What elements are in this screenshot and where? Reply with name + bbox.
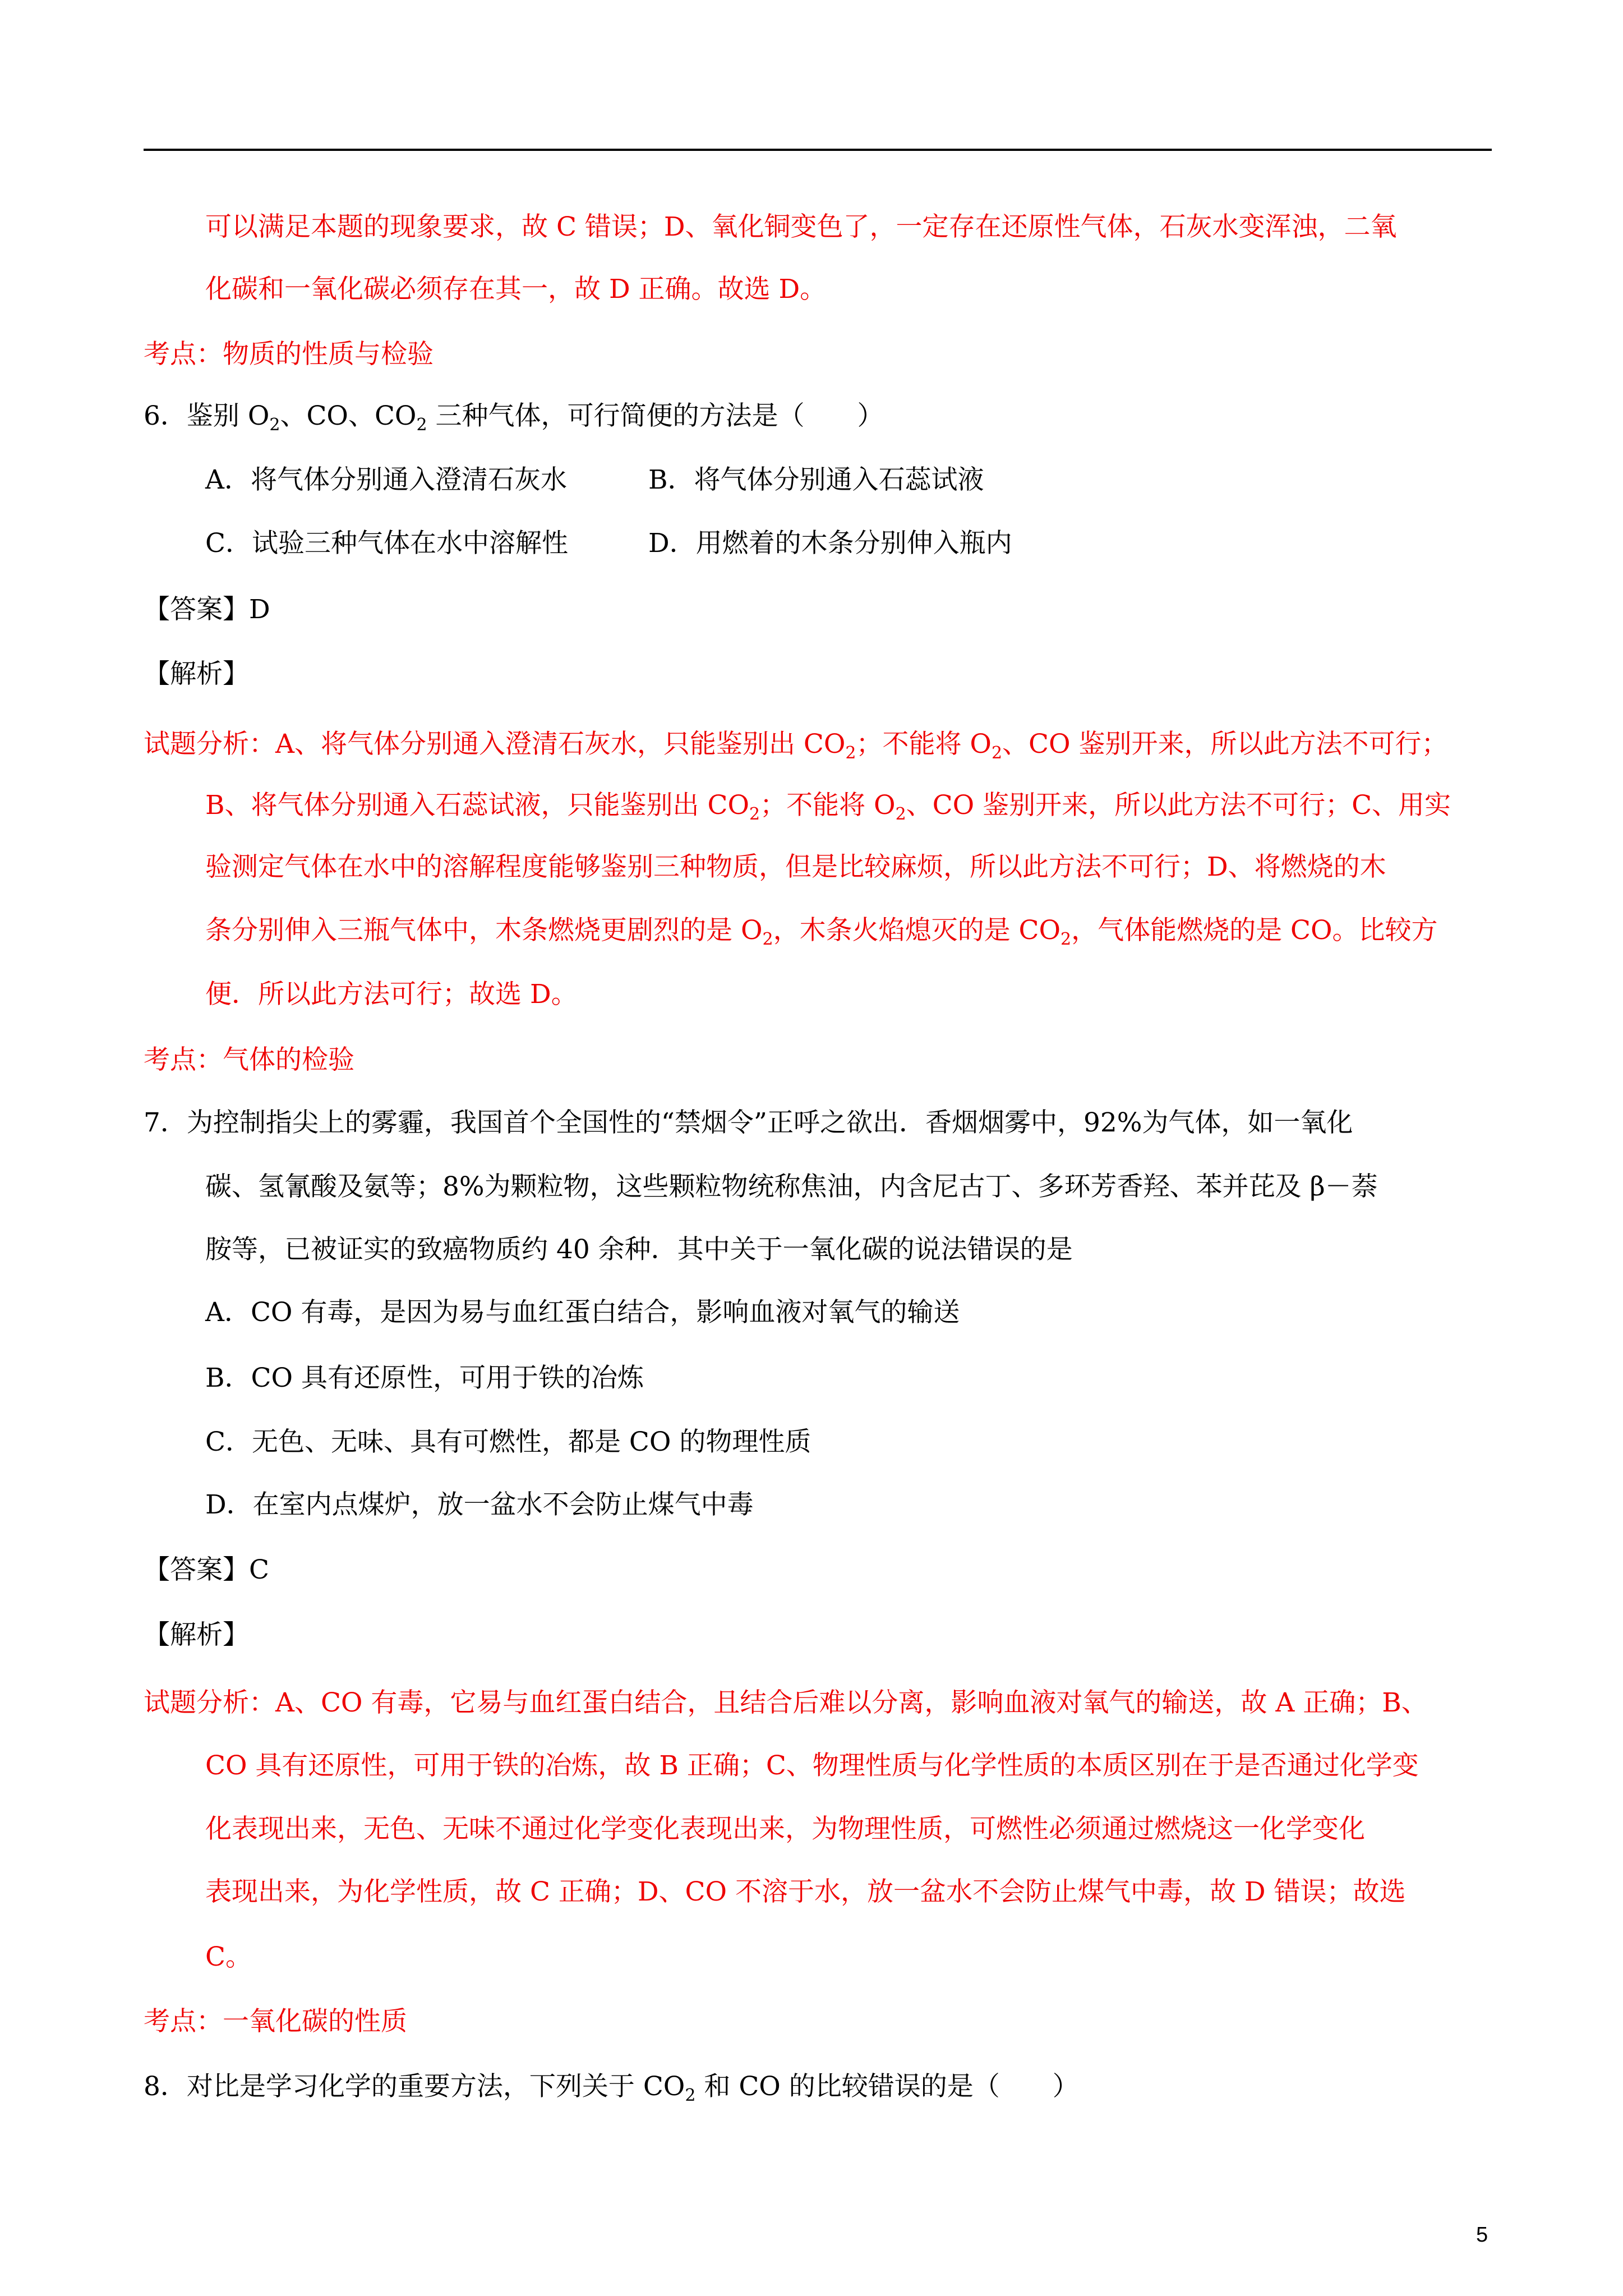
q6-a1-sub-2: 2 [991,743,1003,763]
q6-options-row-2 [205,527,1012,560]
q6-answer: 【答案】D [144,594,270,625]
q6-a1-a: 试题分析：A、将气体分别通入澄清石灰水，只能鉴别出 CO [144,729,846,760]
q6-a1-sub-1: 2 [845,743,856,763]
q7-option-b: B．CO 具有还原性，可用于铁的冶炼 [205,1363,644,1393]
q7-analysis-line-3: 化表现出来，无色、无味不通过化学变化表现出来，为物理性质，可燃性必须通过燃烧这一化学变化 [205,1814,1365,1844]
q6-analysis-line-2 [205,789,1451,822]
q7-stem-line-3: 胺等，已被证实的致癌物质约 40 余种．其中关于一氧化碳的说法错误的是 [205,1234,1073,1265]
q6-sub-1: 2 [269,415,280,435]
q6-a4-c: ，气体能燃烧的是 CO。比较方 [1071,915,1438,946]
q7-answer: 【答案】C [144,1554,269,1585]
q7-analysis-line-1: 试题分析：A、CO 有毒，它易与血红蛋白结合，且结合后难以分离，影响血液对氧气的输送，故 A 正确；B、 [144,1687,1428,1718]
q6-jiexi-label: 【解析】 [144,659,249,689]
q7-jiexi-label: 【解析】 [144,1619,249,1650]
q7-option-c: C．无色、无味、具有可燃性，都是 CO 的物理性质 [205,1427,811,1457]
q6-a4-b: ，木条火焰熄灭的是 CO [773,915,1061,946]
q6-stem-c: 三种气体，可行简便的方法是（ ） [427,401,884,431]
q6-option-d: D．用燃着的木条分别伸入瓶内 [648,528,1012,559]
q6-sub-2: 2 [416,415,427,435]
q7-analysis-line-2: CO 具有还原性，可用于铁的冶炼，故 B 正确；C、物理性质与化学性质的本质区别在于是否通过化学变 [205,1750,1419,1781]
q6-a2-c: 、CO 鉴别开来，所以此方法不可行；C、用实 [906,790,1451,821]
prev-analysis-line-2: 化碳和一氧化碳必须存在其一，故 D 正确。故选 D。 [205,274,827,305]
q6-a2-sub-2: 2 [895,804,906,824]
q6-a1-b: ；不能将 O [856,729,992,760]
q7-option-d: D．在室内点煤炉，放一盆水不会防止煤气中毒 [205,1489,754,1520]
q6-option-a: A．将气体分别通入澄清石灰水 [205,464,567,495]
q8-stem-b: 和 CO 的比较错误的是（ ） [695,2071,1079,2102]
q6-stem-b: 、CO、CO [280,401,417,431]
q6-analysis-line-3: 验测定气体在水中的溶解程度能够鉴别三种物质，但是比较麻烦，所以此方法不可行；D、将燃烧的木 [205,852,1386,882]
prev-analysis-line-1: 可以满足本题的现象要求，故 C 错误；D、氧化铜变色了，一定存在还原性气体，石灰水变浑浊，二氧 [205,211,1397,242]
q6-a2-sub-1: 2 [749,804,760,824]
q7-analysis-line-4: 表现出来，为化学性质，故 C 正确；D、CO 不溶于水，放一盆水不会防止煤气中毒，故 D 错误；故选 [205,1876,1406,1907]
page-number: 5 [1476,2223,1488,2247]
q6-options-row-1 [205,463,984,497]
q6-option-c: C．试验三种气体在水中溶解性 [205,528,568,559]
q7-stem-line-2: 碳、氢氰酸及氨等；8%为颗粒物，这些颗粒物统称焦油，内含尼古丁、多环芳香羟、苯并芘及 β－萘 [205,1171,1378,1202]
q7-kaodian: 考点：一氧化碳的性质 [144,2006,407,2037]
q6-analysis-line-5: 便．所以此方法可行；故选 D。 [205,979,578,1010]
q6-a4-sub-1: 2 [762,930,773,949]
q6-a1-c: 、CO 鉴别开来，所以此方法不可行； [1002,729,1448,760]
q6-kaodian: 考点：气体的检验 [144,1045,354,1075]
q7-stem-line-1: 7．为控制指尖上的雾霾，我国首个全国性的“禁烟令”正呼之欲出．香烟烟雾中，92%为气体，如一氧化 [144,1107,1353,1138]
q6-option-b: B．将气体分别通入石蕊试液 [648,464,984,495]
q6-analysis-line-4 [205,914,1438,947]
q8-stem-a: 8．对比是学习化学的重要方法，下列关于 CO [144,2071,685,2102]
header-rule [144,149,1492,151]
prev-kaodian: 考点：物质的性质与检验 [144,339,434,370]
q7-analysis-line-5: C。 [205,1941,252,1972]
q6-stem-a: 6．鉴别 O [144,401,270,431]
q8-sub-1: 2 [685,2086,696,2105]
q7-option-a: A．CO 有毒，是因为易与血红蛋白结合，影响血液对氧气的输送 [205,1297,960,1328]
q6-a4-sub-2: 2 [1061,930,1072,949]
q6-stem [144,399,884,433]
q6-a2-b: ；不能将 O [760,790,896,821]
q6-a2-a: B、将气体分别通入石蕊试液，只能鉴别出 CO [205,790,749,821]
q6-a4-a: 条分别伸入三瓶气体中，木条燃烧更剧烈的是 O [205,915,763,946]
q8-stem [144,2070,1079,2104]
q6-analysis-line-1 [144,728,1447,761]
